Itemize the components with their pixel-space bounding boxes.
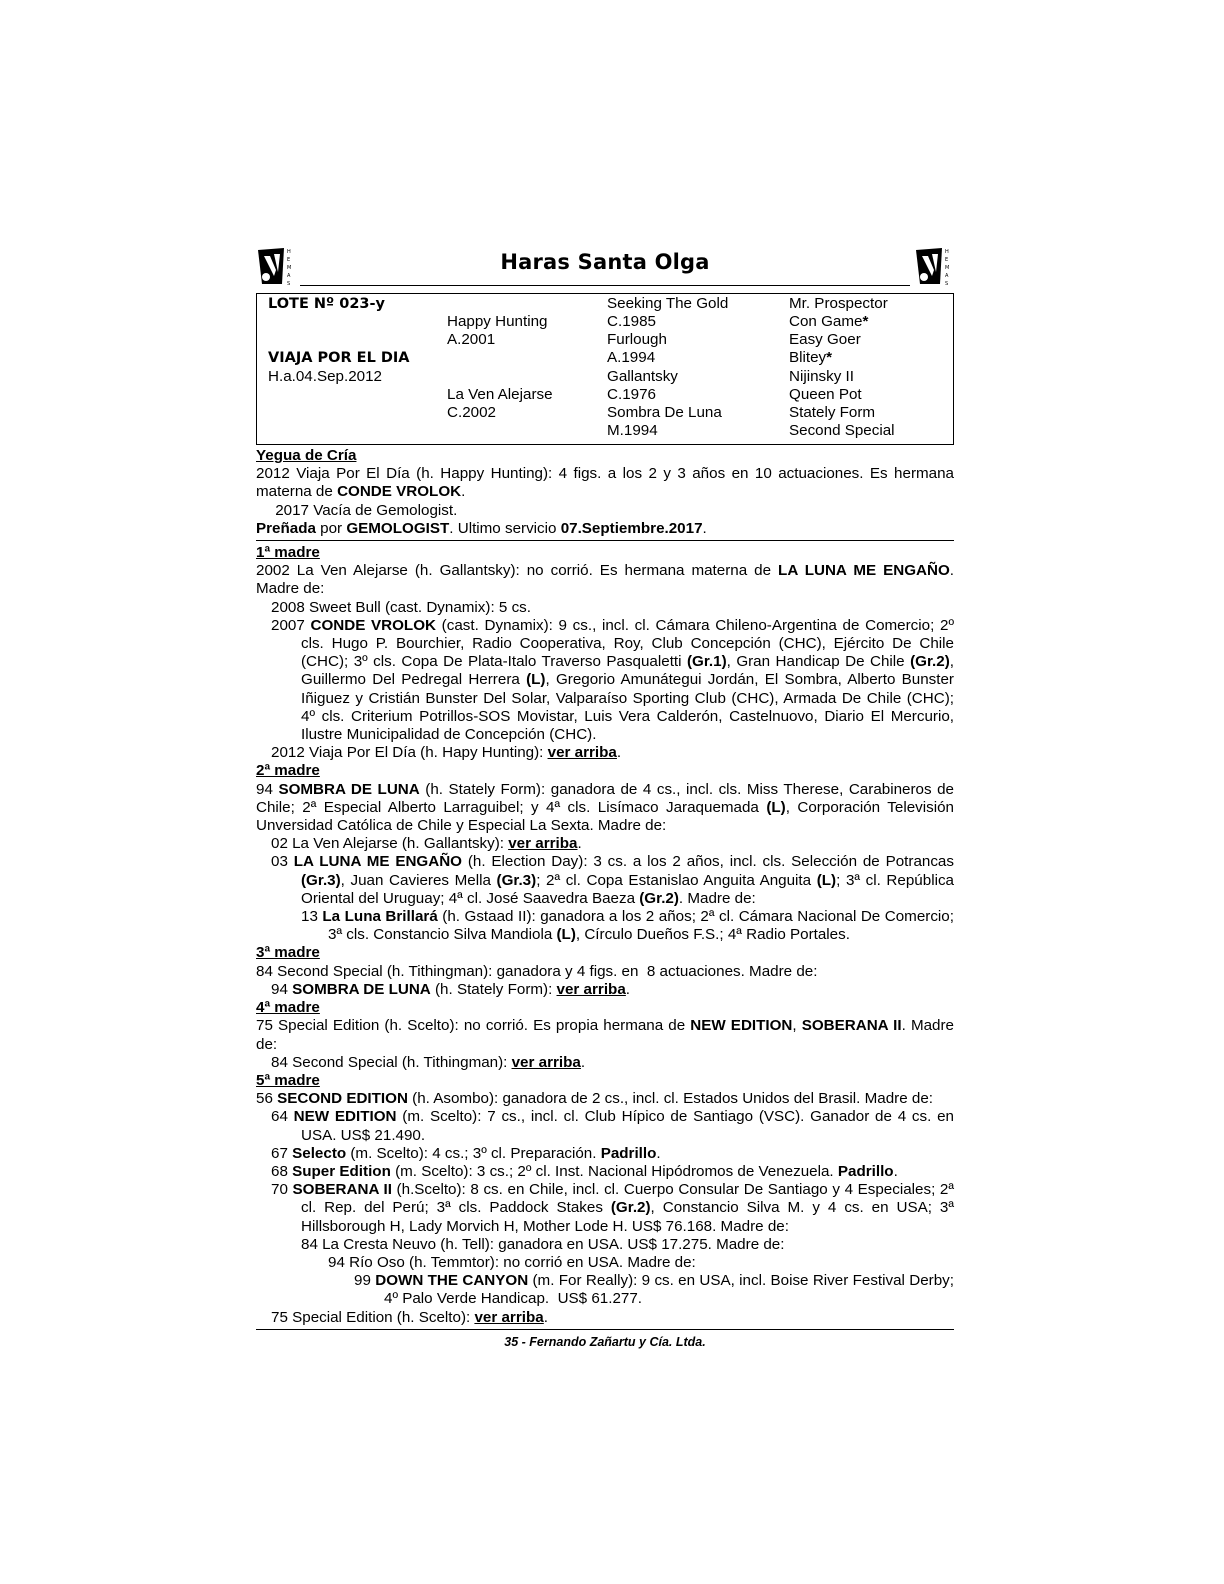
list-item: 84 La Cresta Neuvo (h. Tell): ganadora en USA. US$ 17.275. Madre de: [301,1235,785,1253]
section-heading: 4ª madre [256,999,320,1017]
pedigree-g4: Mr. Prospector [789,295,888,312]
catalog-page [256,244,954,1351]
paragraph: 2017 Vacía de Gemologist. [271,501,458,519]
sire-name: Happy Hunting [447,313,548,330]
footer-divider [256,1329,954,1330]
paragraph: 94 SOMBRA DE LUNA (h. Stately Form): ganadora de 4 cs., incl. cls. Miss Therese, Carabineros de Chile; 2ª Especial Alberto Larraguibel; y 4ª cls. Lisímaco Jaraquemada (L), Corporación Televisión Unversidad Católica de Chile y Especial La Sexta. Madre de: [256,780,955,835]
pedigree-g3: Sombra De Luna [607,404,722,421]
pedigree-g3: C.1985 [607,313,656,330]
page-header [256,244,954,290]
svg-text:H: H [287,249,291,255]
list-item: 94 Río Oso (h. Temmtor): no corrió en USA. Madre de: [328,1253,696,1271]
section-m1 [256,544,954,762]
list-item: 75 Special Edition (h. Scelto): ver arriba. [271,1308,548,1326]
pedigree-g3: Seeking The Gold [607,295,729,312]
dam-year: C.2002 [447,404,496,421]
list-item: 70 SOBERANA II (h.Scelto): 8 cs. en Chile, incl. cl. Cuerpo Consular De Santiago y 4 Especiales; 2ª cl. Rep. del Perú; 3ª cls. Paddock Stakes (Gr.2), Constancio Silva M. y 4 cs. en USA; 3ª Hillsborough H, Lady Morvich H, Mother Lode H. US$ 76.168. Madre de: [271,1181,954,1235]
section-heading: 5ª madre [256,1071,320,1089]
svg-text:M: M [287,265,292,271]
pedigree-g4: Queen Pot [789,386,862,403]
section-m5 [256,1072,954,1327]
list-item: 68 Super Edition (m. Scelto): 3 cs.; 2º cl. Inst. Nacional Hipódromos de Venezuela. Padrillo. [271,1162,898,1180]
section-m4 [256,999,954,1072]
paragraph: 2012 Viaja Por El Día (h. Happy Hunting): 4 figs. a los 2 y 3 años en 10 actuaciones. Es hermana materna de CONDE VROLOK. [256,465,954,501]
pedigree-g3: Furlough [607,331,667,348]
section-heading: Yegua de Cría [256,447,357,464]
lot-number: LOTE Nº 023-y [268,296,385,312]
dam-name: La Ven Alejarse [447,386,553,403]
list-item: 13 La Luna Brillará (h. Gstaad II): ganadora a los 2 años; 2ª cl. Cámara Nacional De Comercio; 3ª cls. Constancio Silva Mandiola (L), Círculo Dueños F.S.; 4ª Radio Portales. [301,908,954,944]
paragraph: 56 SECOND EDITION (h. Asombo): ganadora de 2 cs., incl. cl. Estados Unidos del Brasil. Madre de: [256,1090,933,1108]
svg-text:E: E [287,257,291,263]
list-item: 99 DOWN THE CANYON (m. For Really): 9 cs. en USA, incl. Boise River Festival Derby; 4º Palo Verde Handicap. US$ 61.277. [354,1272,954,1308]
section-heading: 3ª madre [256,944,320,962]
page-title: Haras Santa Olga [500,250,710,274]
list-item: 03 LA LUNA ME ENGAÑO (h. Election Day): 3 cs. a los 2 años, incl. cls. Selección de Potrancas (Gr.3), Juan Cavieres Mella (Gr.3); 2ª cl. Copa Estanislao Anguita Anguita (L); 3ª cl. República Oriental del Uruguay; 4ª cl. José Saavedra Baeza (Gr.2). Madre de: [271,853,954,907]
pedigree-g4: Easy Goer [789,331,861,348]
list-item: 02 La Ven Alejarse (h. Gallantsky): ver arriba. [271,835,582,853]
pedigree-g4: Nijinsky II [789,368,854,385]
paragraph: 2002 La Ven Alejarse (h. Gallantsky): no corrió. Es hermana materna de LA LUNA ME ENGAÑO. Madre de: [256,562,954,598]
svg-text:M: M [945,265,950,271]
section-heading: 2ª madre [256,762,320,780]
pedigree-g4: Blitey* [789,349,833,366]
pedigree-g3: A.1994 [607,349,656,366]
svg-text:S: S [287,281,291,287]
svg-text:S: S [945,281,949,287]
horse-birth: H.a.04.Sep.2012 [268,368,382,385]
list-item: 84 Second Special (h. Tithingman): ver arriba. [271,1053,586,1071]
sire-year: A.2001 [447,331,496,348]
list-item: 2007 CONDE VROLOK (cast. Dynamix): 9 cs., incl. cl. Cámara Chileno-Argentina de Comercio; 2º cls. Hugo P. Bourchier, Radio Cooperativa, Roy, Club Concepción (CHC), Ejército De Chile (CHC); 3º cls. Copa De Plata-Italo Traverso Pasqualetti (Gr.1), Gran Handicap De Chile (Gr.2), Guillermo Del Pedregal Herrera (L), Gregorio Amunátegui Jordán, El Sombra, Alberto Bunster Iñiguez y Cristián Bunster Del Solar, Valparaíso Sporting Club (CHC), Armada De Chile (CHC); 4º cls. Criterium Potrillos-SOS Movistar, Luis Vera Calderón, Castelnuovo, Diario El Mercurio, Ilustre Municipalidad de Concepción (CHC). [271,616,954,744]
pedigree-g3: Gallantsky [607,368,678,385]
paragraph: Preñada por GEMOLOGIST. Ultimo servicio 07.Septiembre.2017. [256,519,707,537]
list-item: 2008 Sweet Bull (cast. Dynamix): 5 cs. [271,598,531,616]
page-footer: 35 - Fernando Zañartu y Cía. Ltda. [504,1334,706,1349]
list-item: 2012 Viaja Por El Día (h. Hapy Hunting): ver arriba. [271,744,622,762]
logo-icon [914,244,954,288]
pedigree-g4: Stately Form [789,404,876,421]
svg-text:A: A [287,273,291,279]
horse-name: VIAJA POR EL DIA [268,350,410,366]
pedigree-g4: Con Game* [789,313,869,330]
header-divider [300,285,910,286]
pedigree-g4: Second Special [789,422,895,439]
list-item: 64 NEW EDITION (m. Scelto): 7 cs., incl. cl. Club Hípico de Santiago (VSC). Ganador de 4 cs. en USA. US$ 21.490. [271,1108,954,1144]
svg-text:E: E [945,257,949,263]
paragraph: 75 Special Edition (h. Scelto): no corrió. Es propia hermana de NEW EDITION, SOBERANA II. Madre de: [256,1017,954,1053]
pedigree-g3: M.1994 [607,422,658,439]
paragraph: 84 Second Special (h. Tithingman): ganadora y 4 figs. en 8 actuaciones. Madre de: [256,962,818,980]
section-m3 [256,944,954,999]
section-divider [256,540,954,541]
list-item: 94 SOMBRA DE LUNA (h. Stately Form): ver arriba. [271,980,630,998]
section-heading: 1ª madre [256,544,320,562]
section-yegua [256,447,954,538]
pedigree-table [256,293,954,445]
list-item: 67 Selecto (m. Scelto): 4 cs.; 3º cl. Preparación. Padrillo. [271,1144,661,1162]
section-m2 [256,762,954,944]
pedigree-g3: C.1976 [607,386,656,403]
svg-text:H: H [945,249,949,255]
svg-text:A: A [945,273,949,279]
